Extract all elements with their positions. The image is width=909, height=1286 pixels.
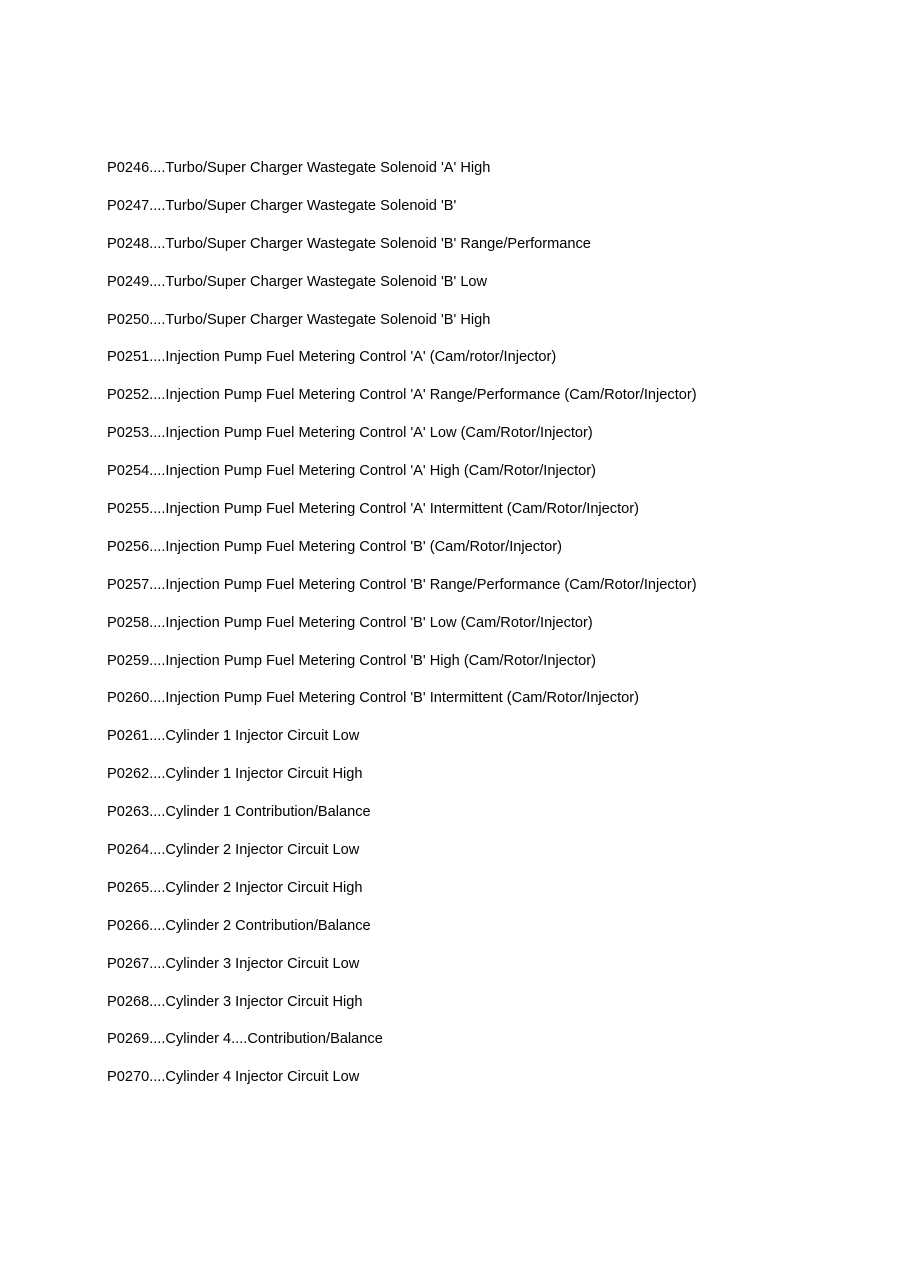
code-line: P0253....Injection Pump Fuel Metering Control 'A' Low (Cam/Rotor/Injector) [107, 425, 593, 442]
code-line: P0266....Cylinder 2 Contribution/Balance [107, 917, 371, 934]
code-line: P0263....Cylinder 1 Contribution/Balance [107, 804, 371, 821]
code-line: P0265....Cylinder 2 Injector Circuit High [107, 879, 363, 896]
code-line: P0254....Injection Pump Fuel Metering Control 'A' High (Cam/Rotor/Injector) [107, 463, 596, 480]
code-line: P0260....Injection Pump Fuel Metering Control 'B' Intermittent (Cam/Rotor/Injector) [107, 690, 639, 707]
code-line: P0269....Cylinder 4....Contribution/Balance [107, 1031, 383, 1048]
code-line: P0262....Cylinder 1 Injector Circuit High [107, 766, 363, 783]
code-line: P0248....Turbo/Super Charger Wastegate Solenoid 'B' Range/Performance [107, 235, 591, 252]
code-line: P0256....Injection Pump Fuel Metering Control 'B' (Cam/Rotor/Injector) [107, 538, 562, 555]
code-line: P0247....Turbo/Super Charger Wastegate Solenoid 'B' [107, 197, 457, 214]
code-line: P0246....Turbo/Super Charger Wastegate Solenoid 'A' High [107, 160, 491, 176]
code-line: P0251....Injection Pump Fuel Metering Control 'A' (Cam/rotor/Injector) [107, 349, 557, 366]
diagnostic-code-list [107, 158, 697, 1105]
code-line: P0264....Cylinder 2 Injector Circuit Low [107, 842, 360, 859]
code-line: P0250....Turbo/Super Charger Wastegate Solenoid 'B' High [107, 311, 491, 328]
code-line: P0258....Injection Pump Fuel Metering Control 'B' Low (Cam/Rotor/Injector) [107, 614, 593, 631]
code-line: P0249....Turbo/Super Charger Wastegate Solenoid 'B' Low [107, 273, 488, 290]
code-line: P0255....Injection Pump Fuel Metering Control 'A' Intermittent (Cam/Rotor/Injector) [107, 501, 639, 518]
code-line: P0257....Injection Pump Fuel Metering Control 'B' Range/Performance (Cam/Rotor/Injector) [107, 576, 697, 593]
code-line: P0252....Injection Pump Fuel Metering Control 'A' Range/Performance (Cam/Rotor/Injector) [107, 387, 697, 404]
code-line: P0270....Cylinder 4 Injector Circuit Low [107, 1069, 360, 1086]
code-line: P0268....Cylinder 3 Injector Circuit High [107, 993, 363, 1010]
code-line: P0267....Cylinder 3 Injector Circuit Low [107, 955, 360, 972]
code-line: P0259....Injection Pump Fuel Metering Control 'B' High (Cam/Rotor/Injector) [107, 652, 596, 669]
code-line: P0261....Cylinder 1 Injector Circuit Low [107, 728, 360, 745]
